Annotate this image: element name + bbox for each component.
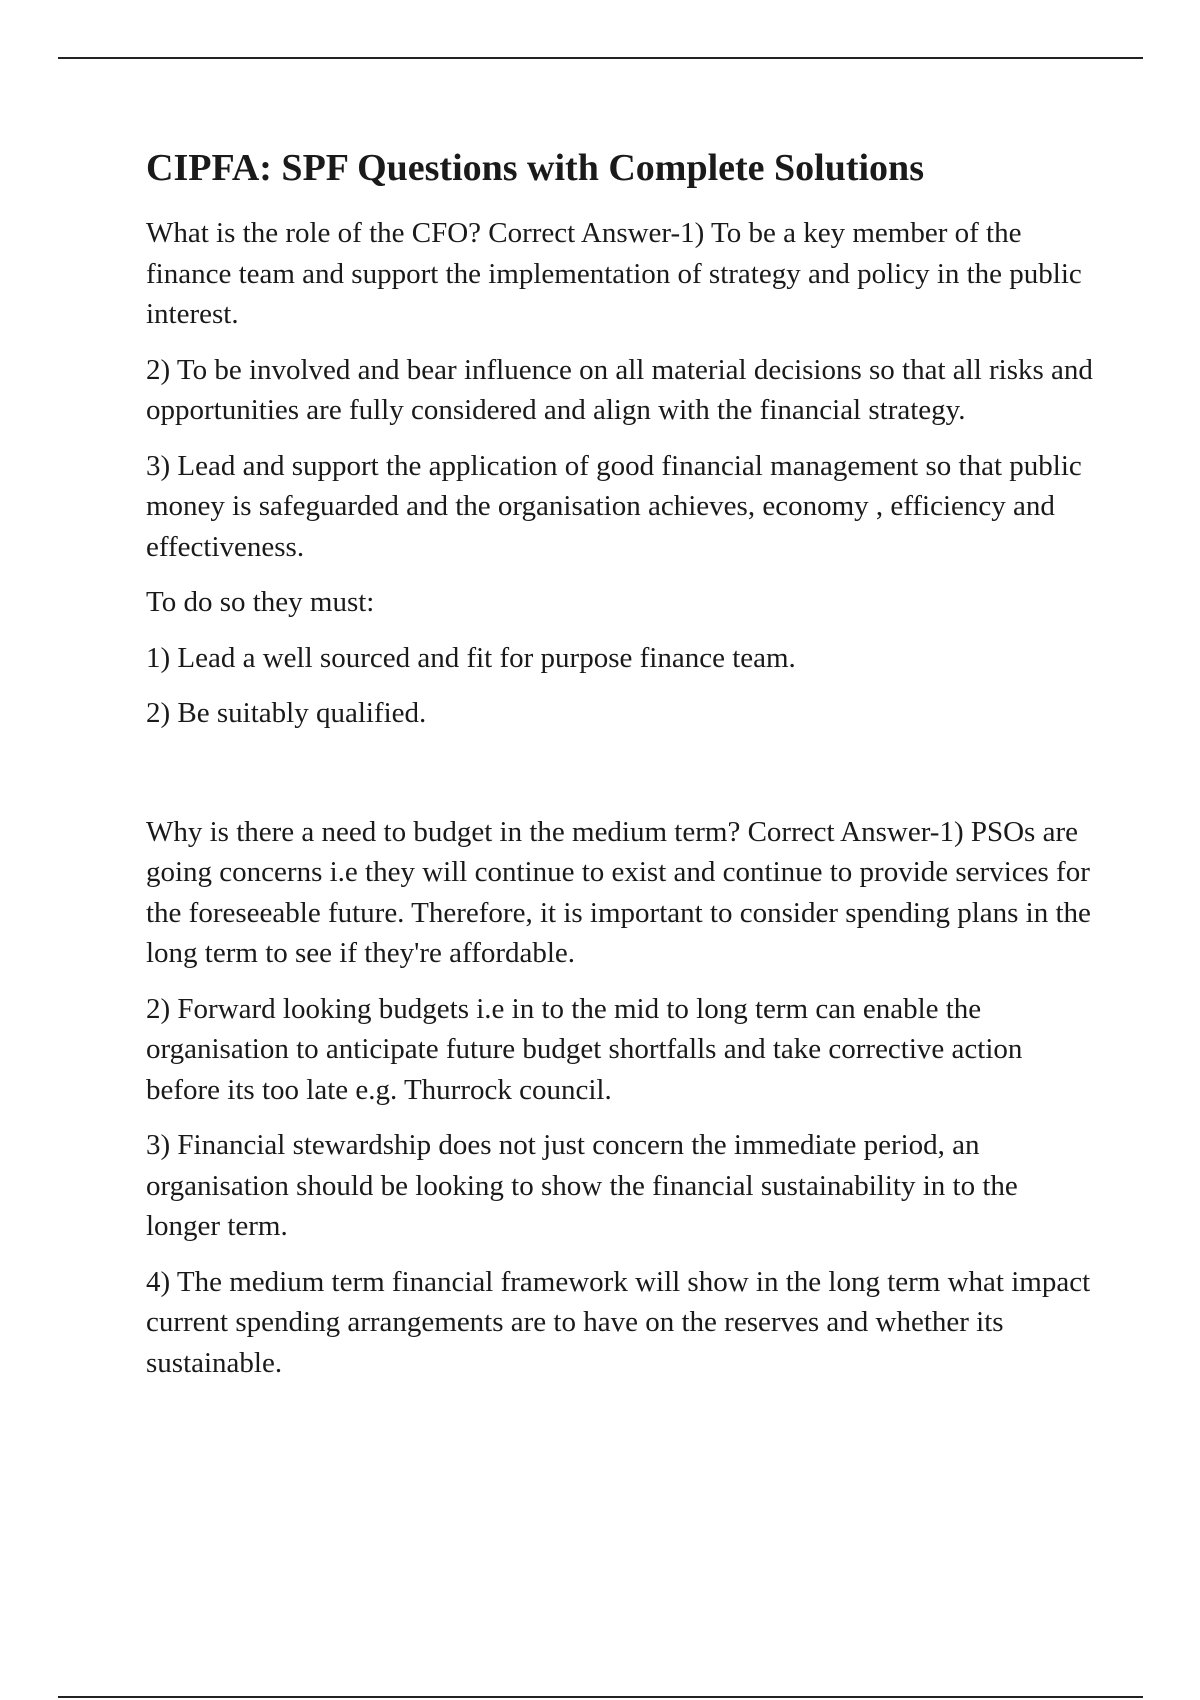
top-divider [58,57,1143,59]
document-title: CIPFA: SPF Questions with Complete Solutions [146,147,924,189]
question-1-lead-in: To do so they must: [146,586,375,618]
bottom-divider [58,1696,1143,1698]
question-2-answer-4: 4) The medium term financial framework will show in the long term what impact current spending arrangements are to have on the reserves and whether its sustainable. [146,1265,1091,1379]
question-1-requirement-2: 2) Be suitably qualified. [146,697,427,729]
question-1-requirement-1: 1) Lead a well sourced and fit for purpose finance team. [146,641,796,674]
question-2-answer-3: 3) Financial stewardship does not just concern the immediate period, an organisation should be looking to show the financial sustainability in to the longer term. [146,1129,1018,1242]
question-1-answer-2: 2) To be involved and bear influence on all material decisions so that all risks and opportunities are fully considered and align with the financial strategy. [146,353,1093,426]
question-2 [146,812,1096,1384]
document-body [146,145,1096,1398]
question-1 [146,213,1096,734]
question-1-answer-3: 3) Lead and support the application of good financial management so that public money is safeguarded and the organisation achieves, economy , efficiency and effectiveness. [146,449,1082,563]
question-2-answer-1: Why is there a need to budget in the medium term? Correct Answer-1) PSOs are going concerns i.e they will continue to exist and continue to provide services for the foreseeable future. Therefore, it is important to consider spending plans in the long term to see if they're affordable. [146,815,1091,969]
section-gap [146,749,1096,812]
question-2-answer-2: 2) Forward looking budgets i.e in to the mid to long term can enable the organisation to anticipate future budget shortfalls and take corrective action before its too late e.g. Thurrock council. [146,992,1023,1106]
question-1-answer-1: What is the role of the CFO? Correct Answer-1) To be a key member of the finance team and support the implementation of strategy and policy in the public interest. [146,217,1082,330]
